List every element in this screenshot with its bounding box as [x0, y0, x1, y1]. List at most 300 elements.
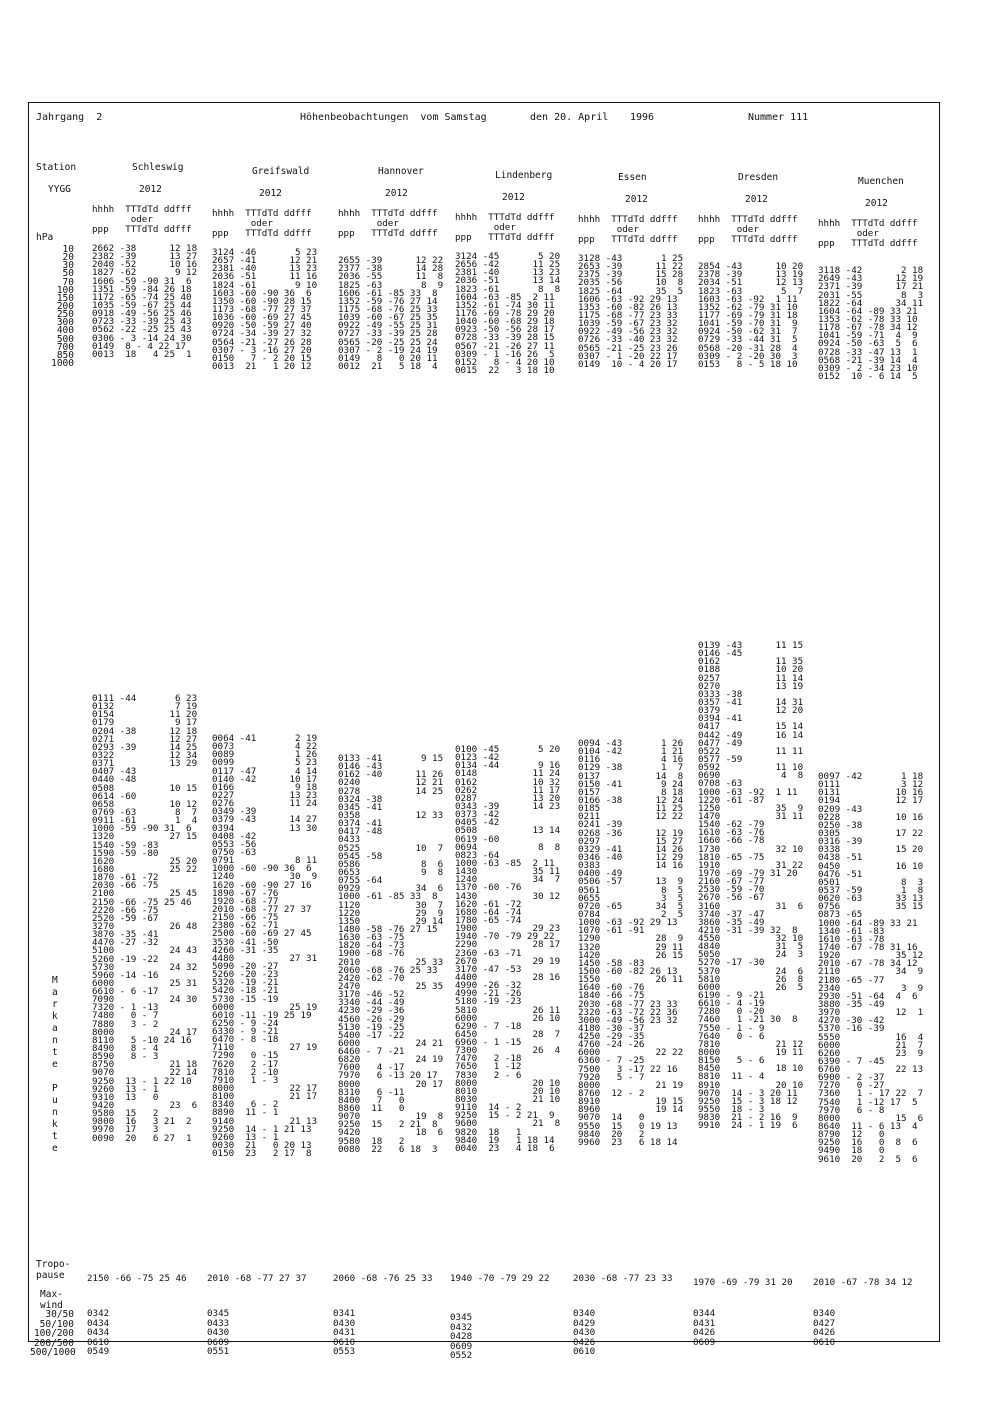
significant-point-row: 7110 27 19: [212, 1042, 318, 1054]
significant-point-row: 6610 - 4 -19: [698, 998, 765, 1010]
maxwind-row: 0426: [693, 1327, 716, 1339]
significant-point-row: 8450 18 10: [698, 1063, 804, 1075]
pressure-level: 250: [56, 309, 74, 321]
main-level-row: 1823 -61 8 8: [455, 283, 561, 295]
significant-point-row: 0097 -42 1 18: [818, 771, 924, 782]
significant-point-row: 5730 -15 -19: [212, 993, 279, 1005]
significant-point-row: 5370 -16 -39: [818, 1023, 885, 1035]
significant-point-row: 0400 -49: [578, 868, 623, 880]
significant-point-row: 1900 -68 -76: [338, 948, 405, 960]
significant-point-row: 6000 22 22: [578, 1047, 684, 1059]
maxwind-label: Max- wind: [40, 1289, 63, 1311]
station-name: Greifswald: [252, 166, 310, 177]
significant-point-row: 0099 5 23: [212, 757, 318, 769]
significant-point-row: 1120 30 7: [338, 899, 444, 911]
significant-point-row: 0262 11 17: [455, 784, 561, 796]
main-level-row: 2662 -38 12 18: [92, 243, 198, 254]
main-level-row: 0922 -49 -56 23 32: [578, 326, 678, 338]
significant-point-row: 0755 -64: [338, 875, 383, 887]
maxwind-level: 500/1000: [30, 1347, 76, 1359]
significant-point-row: 0297 15 27: [578, 835, 684, 847]
maxwind-row: 0610: [333, 1336, 356, 1348]
main-level-row: 1177 -69 -79 31 18: [698, 309, 798, 321]
main-level-row: 0013 18 4 25 1: [92, 348, 192, 360]
significant-point-row: 7550 - 1 - 9: [698, 1022, 765, 1034]
significant-point-row: 0345 -41: [338, 801, 383, 813]
significant-point-row: 0211 12 22: [578, 811, 684, 823]
significant-point-row: 1610 -63 -78: [818, 933, 885, 945]
main-level-row: 0923 -50 -56 28 17: [455, 324, 555, 336]
significant-point-row: 7600 4 -17: [338, 1062, 405, 1074]
maxwind-row: 0429: [573, 1317, 596, 1329]
significant-point-row: 1780 -65 -74: [455, 914, 522, 926]
significant-point-row: 7540 1 -12 17 5: [818, 1096, 918, 1108]
significant-point-row: 0227 13 23: [212, 789, 318, 801]
significant-point-row: 1420 26 15: [578, 949, 684, 961]
significant-point-row: 9840 20 2: [578, 1128, 645, 1140]
significant-point-row: 1000 -63 -92 1 11: [698, 786, 798, 798]
significant-point-row: 7620 2 -17: [212, 1058, 279, 1070]
pressure-level: 30: [62, 260, 74, 272]
station-name: Muenchen: [858, 176, 904, 187]
main-level-row: 2656 -42 11 25: [455, 259, 561, 271]
station-yygg: 2012: [385, 188, 408, 199]
main-level-row: 1036 -60 -69 27 45: [212, 312, 312, 324]
main-levels-column: [455, 252, 560, 374]
station-name: Lindenberg: [495, 170, 553, 181]
significant-point-row: 2420 -62 -70: [338, 972, 405, 984]
significant-point-row: 9070 14 0: [578, 1112, 645, 1124]
significant-point-row: 6470 - 8 -18: [212, 1034, 279, 1046]
main-level-row: 3128 -43 1 25: [578, 253, 684, 264]
significant-point-row: 7320 - 1 -13: [92, 1002, 159, 1014]
significant-point-row: 8000 22 17: [212, 1083, 318, 1095]
significant-point-row: 8910 20 10: [698, 1079, 804, 1091]
pressure-level: 150: [56, 292, 74, 304]
significant-point-row: 0750 -63: [212, 846, 257, 858]
maxwind-row: 0432: [450, 1321, 473, 1333]
main-level-row: 2382 -39 13 27: [92, 251, 198, 263]
main-level-row: 2371 -39 17 21: [818, 281, 924, 293]
significant-point-row: 8640 11 - 6 13 4: [818, 1121, 918, 1133]
significant-point-row: 9600 21 8: [455, 1118, 561, 1130]
significant-point-row: 9610 20 2 5 6: [818, 1153, 918, 1165]
significant-point-row: 0508 13 14: [455, 825, 561, 837]
significant-point-row: 8960 19 14: [578, 1104, 684, 1116]
significant-point-row: 0561 8 5: [578, 884, 684, 896]
main-level-row: 0307 - 3 -16 27 20: [212, 344, 312, 356]
significant-point-row: 1320 27 15: [92, 831, 198, 843]
main-level-row: 1604 -64 -89 33 21: [818, 305, 918, 317]
significant-point-row: 9260 13 - 1: [92, 1083, 159, 1095]
significant-point-row: 0166 9 18: [212, 781, 318, 793]
significant-point-row: 9420 18 6: [338, 1127, 444, 1139]
main-level-row: 2036 -55 11 8: [338, 271, 444, 283]
maxwind-row: 0344: [693, 1308, 716, 1319]
significant-point-row: 1070 -61 -91: [578, 925, 645, 937]
significant-point-row: 0620 -63 33 13: [818, 893, 924, 905]
significant-point-row: 1910 31 22: [698, 859, 804, 871]
main-level-row: 1823 -63 5 7: [698, 285, 804, 297]
significant-point-row: 0791 8 11: [212, 855, 318, 867]
significant-point-row: 4480 27 31: [212, 952, 318, 964]
maxwind-row: 0551: [207, 1346, 230, 1358]
significant-point-row: 0346 -40 12 29: [578, 851, 684, 863]
significant-point-row: 2290 28 17: [455, 939, 561, 951]
significant-point-row: 0268 -36 12 19: [578, 827, 684, 839]
significant-point-row: 8150 5 - 6: [698, 1055, 765, 1067]
significant-point-row: 0338 15 20: [818, 844, 924, 856]
significant-point-row: 0316 -39: [818, 836, 863, 848]
significant-point-row: 0080 22 6 18 3: [338, 1143, 438, 1155]
station-yygg: 2012: [259, 188, 282, 199]
significant-point-row: 7480 0 - 7: [92, 1010, 159, 1022]
significant-point-row: 0655 3 5: [578, 892, 684, 904]
significant-point-row: 5420 -18 -21: [212, 985, 279, 997]
maxwind-row: 0610: [573, 1346, 596, 1358]
significant-point-row: 0157 8 18: [578, 786, 684, 798]
significant-point-row: 0111 3 12: [818, 779, 924, 791]
significant-point-row: 0769 -63 8 7: [92, 806, 198, 818]
main-levels-column: [338, 248, 443, 370]
significant-point-row: 9070 19 8: [338, 1111, 444, 1123]
significant-point-row: 0111 -44 6 23: [92, 693, 198, 704]
significant-point-row: 8030 21 10: [455, 1094, 561, 1106]
main-level-row: 2653 -39 11 22: [578, 261, 684, 273]
main-level-row: 2031 -55 8 3: [818, 289, 924, 301]
main-level-row: 2035 -56 10 8: [578, 277, 684, 289]
main-level-row: 2375 -39 15 28: [578, 269, 684, 281]
significant-point-row: 9070 22 14: [92, 1067, 198, 1079]
significant-point-row: 0407 -43: [92, 766, 137, 778]
main-level-row: 1827 -62 9 12: [92, 267, 198, 279]
significant-point-row: 0658 10 12: [92, 798, 198, 810]
significant-points-column: [578, 739, 683, 1146]
main-level-row: 1172 -65 -74 25 40: [92, 291, 192, 303]
significant-point-row: 9580 15 2: [92, 1108, 159, 1120]
significant-point-row: 2220 -66 -75: [92, 904, 159, 916]
significant-point-row: 0276 11 24: [212, 798, 318, 810]
significant-point-row: 2030 -66 -75: [92, 880, 159, 892]
significant-point-row: 3970 12 1: [818, 1007, 924, 1019]
significant-point-row: 0329 -41 14 26: [578, 843, 684, 855]
significant-point-row: 0129 -38 1 7: [578, 762, 684, 774]
significant-point-row: 6820 24 19: [338, 1054, 444, 1066]
maxwind-row: 0342: [87, 1308, 110, 1319]
main-level-row: 0729 -33 -44 31 5: [698, 334, 798, 346]
significant-point-row: 0442 -49 16 14: [698, 729, 804, 741]
main-level-row: 1039 -59 -67 23 32: [578, 318, 678, 330]
main-levels-column: [92, 244, 197, 358]
significant-points-column: [92, 694, 197, 1142]
main-level-row: 0918 -49 -56 25 46: [92, 308, 192, 320]
significant-point-row: 7830 2 - 6: [455, 1069, 522, 1081]
significant-point-row: 1320 29 11: [578, 941, 684, 953]
main-level-row: 1824 -61 9 10: [212, 279, 318, 291]
significant-point-row: 1740 -67 -78 31 16: [818, 941, 918, 953]
significant-point-row: 5550 16 4: [818, 1031, 924, 1043]
significant-point-row: 8760 12 - 2: [578, 1088, 645, 1100]
significant-point-row: 2150 -66 -75 25 46: [92, 896, 192, 908]
significant-point-row: 8100 21 17: [212, 1091, 318, 1103]
significant-point-row: 9490 18 0: [818, 1145, 885, 1157]
significant-point-row: 0146 -45: [698, 648, 743, 660]
tropopause-value: 1970 -69 -79 31 20: [693, 1277, 793, 1288]
main-level-row: 0012 21 5 18 4: [338, 360, 438, 372]
station-yygg: 2012: [625, 194, 648, 205]
main-level-row: 1175 -68 -77 23 33: [578, 309, 678, 321]
main-level-row: 0150 7 - 2 20 15: [212, 352, 312, 364]
maxwind-row: 0426: [813, 1327, 836, 1339]
significant-point-row: 7810 2 -10: [212, 1066, 279, 1078]
significant-point-row: 2340 3 9: [818, 982, 924, 994]
significant-point-row: 0146 -43: [338, 761, 383, 773]
tropopause-value: 2030 -68 -77 23 33: [573, 1273, 673, 1284]
significant-point-row: 1350 29 14: [338, 915, 444, 927]
maxwind-row: 0430: [573, 1327, 596, 1339]
maxwind-row: 0426: [573, 1336, 596, 1348]
pressure-level: 20: [62, 252, 74, 264]
main-level-row: 0924 -50 -62 31 7: [698, 326, 798, 338]
significant-point-row: 1890 -67 -76: [212, 887, 279, 899]
significant-point-row: 9960 23 6 18 14: [578, 1136, 678, 1148]
significant-point-row: 5270 -17 -30: [698, 957, 765, 969]
main-level-row: 1178 -67 -78 34 12: [818, 322, 918, 334]
maxwind-row: 0434: [87, 1317, 110, 1329]
significant-point-row: 2160 -67 -77: [698, 876, 765, 888]
significant-point-row: 9260 13 - 1: [212, 1131, 279, 1143]
significant-point-row: 1370 -60 -76: [455, 882, 522, 894]
significant-point-row: 2150 -66 -75: [212, 912, 279, 924]
significant-point-row: 0150 -41 9 24: [578, 778, 684, 790]
main-level-row: 2381 -40 13 23: [212, 263, 318, 275]
significant-point-row: 5090 -20 -27: [212, 960, 279, 972]
significant-point-row: 0440 -48: [92, 774, 137, 786]
significant-point-row: 0162 10 32: [455, 776, 561, 788]
main-level-row: 1606 -61 -85 33 8: [338, 287, 438, 299]
significant-point-row: 0305 17 22: [818, 827, 924, 839]
significant-point-row: 1840 -66 -75: [578, 990, 645, 1002]
significant-point-row: 5050 24 3: [698, 949, 804, 961]
column-header: hhhh TTTdTd ddfff oder ppp TTTdTd ddfff: [698, 214, 798, 246]
significant-point-row: 2010 25 33: [338, 956, 444, 968]
significant-point-row: 8890 11 - 1: [212, 1107, 279, 1119]
significant-point-row: 2500 -60 -69 27 45: [212, 928, 312, 940]
significant-point-row: 3170 -46 -52: [338, 989, 405, 1001]
significant-point-row: 6000 21 7: [818, 1039, 924, 1051]
maxwind-column: [693, 1309, 715, 1347]
significant-point-row: 2530 -59 -70: [698, 884, 765, 896]
significant-point-row: 2670 -56 -67: [698, 892, 765, 904]
main-level-row: 0564 -21 -27 26 28: [212, 336, 312, 348]
significant-point-row: 0240 12 21: [338, 777, 444, 789]
main-level-row: 3118 -42 2 18: [818, 265, 924, 277]
significant-point-row: 8000 15 6: [818, 1112, 924, 1124]
significant-point-row: 5100 24 43: [92, 945, 198, 957]
significant-point-row: 0371 13 29: [92, 758, 198, 770]
main-level-row: 1606 -63 -92 29 13: [578, 293, 678, 305]
jahrgang: Jahrgang 2: [36, 112, 103, 123]
significant-point-row: 0873 -65: [818, 909, 863, 921]
tropopause-label: Tropo- pause: [36, 1259, 71, 1281]
significant-point-row: 8790 12 0: [818, 1129, 885, 1141]
significant-point-row: 0132 7 19: [92, 701, 198, 713]
significant-point-row: 5130 -19 -25: [338, 1021, 405, 1033]
significant-point-row: 2030 -68 -77 23 33: [578, 998, 678, 1010]
significant-point-row: 1660 -66 -78: [698, 835, 765, 847]
significant-point-row: 6390 - 7 -45: [818, 1055, 885, 1067]
main-level-row: 0922 -49 -55 25 31: [338, 320, 438, 332]
significant-point-row: 9250 15 - 2 21 9: [455, 1110, 555, 1122]
significant-point-row: 6000 26 5: [698, 981, 804, 993]
significant-point-row: 0586 8 6: [338, 858, 444, 870]
significant-point-row: 0690 4 8: [698, 770, 804, 782]
maxwind-row: 0428: [450, 1331, 473, 1343]
significant-point-row: 1940 -70 -79 29 22: [455, 931, 555, 943]
maxwind-row: 0549: [87, 1346, 110, 1358]
significant-point-row: 7920 5 - 7: [578, 1071, 645, 1083]
significant-point-row: 2060 -68 -76 25 33: [338, 964, 438, 976]
maxwind-level: 200/500: [33, 1337, 74, 1349]
significant-point-row: 1220 -61 -87: [698, 794, 765, 806]
significant-point-row: 0100 -45 5 20: [455, 744, 561, 755]
main-level-row: 3124 -46 5 23: [212, 247, 318, 258]
significant-point-row: 5400 -17 -22: [338, 1029, 405, 1041]
pressure-levels: [32, 244, 74, 369]
tropopause-value: 2060 -68 -76 25 33: [333, 1273, 433, 1284]
significant-point-row: 0179 9 17: [92, 717, 198, 729]
pressure-level: 50: [62, 268, 74, 280]
significant-point-row: 8400 7 0: [338, 1094, 405, 1106]
significant-point-row: 7810 21 12: [698, 1038, 804, 1050]
main-level-row: 2378 -39 13 19: [698, 269, 804, 281]
significant-point-row: 3270 26 48: [92, 920, 198, 932]
main-level-row: 1353 -62 -78 33 10: [818, 313, 918, 325]
significant-points-column: [818, 772, 923, 1163]
significant-point-row: 8910 19 15: [578, 1096, 684, 1108]
significant-point-row: 6330 - 9 -21: [212, 1026, 279, 1038]
main-level-row: 2036 -51 11 16: [212, 271, 318, 283]
main-level-row: 1352 -59 -76 27 14: [338, 295, 438, 307]
significant-point-row: 9420 23 6: [92, 1100, 198, 1112]
main-level-row: 0568 -20 -31 28 4: [698, 342, 798, 354]
significant-point-row: 0133 -41 9 15: [338, 753, 444, 764]
significant-point-row: 8810 11 - 4: [698, 1071, 765, 1083]
significant-point-row: 0094 -43 1 26: [578, 738, 684, 749]
maxwind-column: [207, 1309, 229, 1357]
main-level-row: 1606 -59 -90 31 6: [92, 275, 192, 287]
significant-point-row: 0250 -38: [818, 819, 863, 831]
significant-point-row: 0150 23 2 17 8: [212, 1148, 312, 1160]
significant-point-row: 0148 11 24: [455, 768, 561, 780]
significant-point-row: 8340 6 - 2: [212, 1099, 279, 1111]
significant-point-row: 0374 -41: [338, 818, 383, 830]
significant-point-row: 0756 35 15: [818, 901, 924, 913]
significant-point-row: 1550 26 11: [578, 974, 684, 986]
main-level-row: 2377 -38 14 28: [338, 263, 444, 275]
tropopause-value: 2010 -67 -78 34 12: [813, 1277, 913, 1288]
significant-point-row: 3860 -35 -49: [698, 916, 765, 928]
tropopause-value: 2010 -68 -77 27 37: [207, 1273, 307, 1284]
station-name: Essen: [618, 172, 647, 183]
significant-point-row: 7650 1 -12: [455, 1061, 522, 1073]
main-level-row: 1825 -64 35 5: [578, 285, 684, 297]
station-label: Station: [36, 162, 77, 173]
significant-points-column: [338, 754, 443, 1153]
main-level-row: 0015 22 3 18 10: [455, 364, 555, 376]
significant-point-row: 0293 -39 14 25: [92, 741, 198, 753]
significant-point-row: 4470 -27 -32: [92, 937, 159, 949]
significant-point-row: 1920 -68 -77: [212, 895, 279, 907]
significant-point-row: 1290 28 9: [578, 933, 684, 945]
significant-point-row: 0373 -42: [455, 809, 500, 821]
significant-point-row: 1820 -64 -73: [338, 940, 405, 952]
significant-point-row: 6900 - 2 -37: [818, 1072, 885, 1084]
main-level-row: 0307 - 1 -20 22 17: [578, 350, 678, 362]
main-level-row: 1351 -59 -84 26 18: [92, 283, 192, 295]
significant-point-row: 1680 -64 -74: [455, 906, 522, 918]
main-level-row: 0727 -33 -39 25 28: [338, 328, 438, 340]
main-level-row: 3124 -45 5 20: [455, 251, 561, 262]
maxwind-row: 0609: [207, 1336, 230, 1348]
significant-point-row: 1680 25 22: [92, 863, 198, 875]
column-header: hhhh TTTdTd ddfff oder ppp TTTdTd ddfff: [92, 204, 192, 236]
significant-point-row: 6190 - 9 -21: [698, 990, 765, 1002]
significant-point-row: 3740 -37 -47: [698, 908, 765, 920]
main-level-row: 0568 -21 -39 14 4: [818, 354, 918, 366]
significant-point-row: 0508 10 15: [92, 782, 198, 794]
main-level-row: 2381 -40 13 23: [455, 267, 561, 279]
main-level-row: 1604 -63 -85 2 11: [455, 291, 555, 303]
significant-point-row: 0708 -63: [698, 778, 743, 790]
significant-point-row: 2520 -59 -67: [92, 912, 159, 924]
station-yygg: 2012: [745, 194, 768, 205]
column-header: hhhh TTTdTd ddfff oder ppp TTTdTd ddfff: [578, 214, 678, 246]
significant-point-row: 6450 28 7: [455, 1028, 561, 1040]
significant-point-row: 9140 21 13: [212, 1115, 318, 1127]
significant-point-row: 0123 -42: [455, 752, 500, 764]
main-level-row: 0309 - 2 -20 30 3: [698, 350, 798, 362]
significant-point-row: 0577 -59: [698, 753, 743, 765]
significant-point-row: 0257 11 14: [698, 672, 804, 684]
significant-point-row: 7970 6 - 8: [818, 1104, 885, 1116]
significant-point-row: 5730 24 32: [92, 961, 198, 973]
main-level-row: 0153 8 - 5 18 10: [698, 358, 798, 370]
significant-point-row: 5260 -19 -22: [92, 953, 159, 965]
significant-point-row: 0394 13 30: [212, 822, 318, 834]
significant-point-row: 5320 -19 -21: [212, 977, 279, 989]
significant-point-row: 0089 1 26: [212, 749, 318, 761]
significant-point-row: 0030 21 0 20 13: [212, 1140, 312, 1152]
significant-point-row: 1500 -60 -82 26 13: [578, 965, 678, 977]
significant-point-row: 0357 -41 14 31: [698, 696, 804, 708]
significant-point-row: 9250 15 2 21 8: [338, 1119, 438, 1131]
significant-point-row: 1240 34 7: [455, 874, 561, 886]
column-header: hhhh TTTdTd ddfff oder ppp TTTdTd ddfff: [455, 212, 555, 244]
significant-point-row: 1810 -65 -75: [698, 851, 765, 863]
significant-point-row: 2470 25 35: [338, 980, 444, 992]
significant-point-row: 3170 -47 -53: [455, 963, 522, 975]
significant-point-row: 6000 25 31: [92, 977, 198, 989]
significant-point-row: 0553 -56: [212, 838, 257, 850]
significant-point-row: 2180 -65 -77: [818, 974, 885, 986]
significant-point-row: 0162 11 35: [698, 656, 804, 668]
maxwind-row: 0345: [207, 1308, 230, 1319]
significant-point-row: 0209 -43: [818, 803, 863, 815]
significant-point-row: 2930 -51 -64 4 6: [818, 990, 918, 1002]
significant-point-row: 4550 32 10: [698, 933, 804, 945]
significant-point-row: 1340 -61 -83: [818, 925, 885, 937]
